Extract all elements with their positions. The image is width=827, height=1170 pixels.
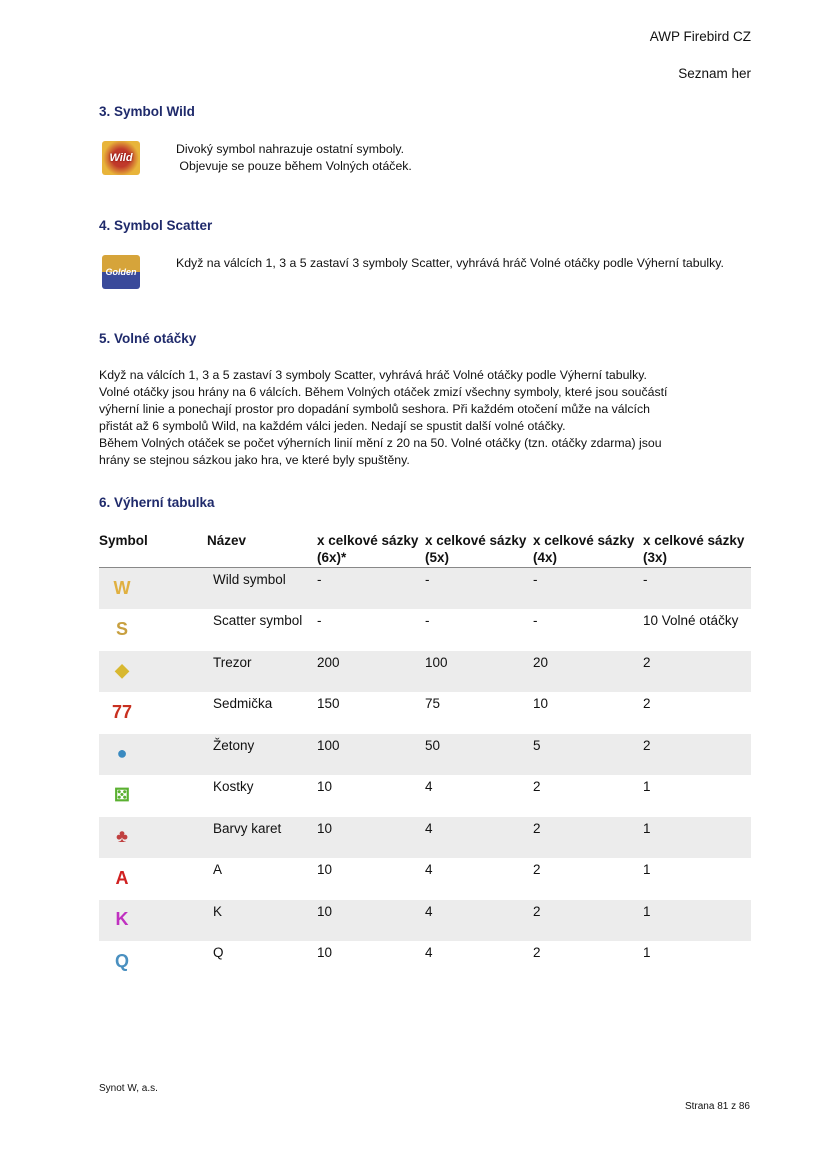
chips-icon: ● xyxy=(116,743,128,763)
payout-value: 200 xyxy=(317,651,425,693)
section-4-heading: 4. Symbol Scatter xyxy=(99,218,213,233)
payout-value: 4 xyxy=(425,862,433,877)
payout-value: 2 xyxy=(533,779,541,794)
payout-value: 10 xyxy=(317,945,333,960)
payout-value: 1 xyxy=(643,862,651,877)
header-title: AWP Firebird CZ xyxy=(649,29,751,44)
payout-value: 1 xyxy=(643,900,751,942)
payout-value: 4 xyxy=(425,945,433,960)
text-line: hrány se stejnou sázkou jako hra, ve které byly spuštěny. xyxy=(99,453,410,467)
payout-value: 10 xyxy=(317,900,425,942)
payout-value: 2 xyxy=(643,734,751,776)
scatter-section-body xyxy=(99,255,751,289)
table-row xyxy=(99,734,751,776)
wild-description xyxy=(176,141,751,175)
table-row xyxy=(99,858,751,900)
payout-value: 20 xyxy=(533,651,643,693)
card-suits-icon: ♣ xyxy=(116,826,128,846)
scatter-description: Když na válcích 1, 3 a 5 zastaví 3 symboly Scatter, vyhrává hráč Volné otáčky podle Výherní tabulky. xyxy=(176,256,724,270)
symbol-name: Žetony xyxy=(207,734,317,776)
payout-value: 2 xyxy=(533,900,643,942)
table-row xyxy=(99,775,751,817)
table-header-row xyxy=(99,530,751,568)
safe-icon: ◆ xyxy=(115,660,129,680)
footer-company: Synot W, a.s. xyxy=(99,1083,158,1094)
letter-q-icon: Q xyxy=(114,950,129,971)
column-header: x celkové sázky (3x) xyxy=(643,530,751,568)
payout-value: - xyxy=(425,613,430,628)
symbol-name: A xyxy=(213,862,223,877)
payout-value: 2 xyxy=(643,651,751,693)
table-row xyxy=(99,817,751,859)
wild-section-body xyxy=(99,141,751,175)
payout-value: 75 xyxy=(425,696,441,711)
column-header: Název xyxy=(207,530,317,568)
text-line: Divoký symbol nahrazuje ostatní symboly. xyxy=(176,142,405,156)
symbol-name: Wild symbol xyxy=(207,568,317,610)
payout-value: 5 xyxy=(533,734,643,776)
payout-value: 50 xyxy=(425,734,533,776)
payout-value: - xyxy=(317,613,322,628)
payout-value: 10 xyxy=(533,696,549,711)
payout-value: - xyxy=(533,613,538,628)
document-body xyxy=(99,0,751,983)
payout-value: 4 xyxy=(425,900,533,942)
dice-icon: ⚄ xyxy=(114,784,130,805)
letter-k-icon: K xyxy=(115,909,129,929)
payout-value: 4 xyxy=(425,779,433,794)
column-header: x celkové sázky (4x) xyxy=(533,530,643,568)
payout-value: - xyxy=(533,568,643,610)
scatter-icon: S xyxy=(115,618,128,639)
section-3-heading: 3. Symbol Wild xyxy=(99,104,195,119)
payout-value: - xyxy=(643,568,751,610)
table-row xyxy=(99,609,751,651)
payout-value: 10 xyxy=(317,779,333,794)
payout-value: 10 xyxy=(317,817,425,859)
payout-value: 100 xyxy=(425,651,533,693)
payout-value: 2 xyxy=(533,817,643,859)
table-row xyxy=(99,568,751,610)
header-subtitle: Seznam her xyxy=(678,66,751,81)
payout-value: 4 xyxy=(425,817,533,859)
footer-page-number: Strana 81 z 86 xyxy=(684,1101,750,1112)
table-row xyxy=(99,941,751,983)
payout-value: 1 xyxy=(643,817,751,859)
text-line: Volné otáčky jsou hrány na 6 válcích. Během Volných otáček zmizí všechny symboly, které jsou součástí xyxy=(99,385,668,399)
table-row xyxy=(99,692,751,734)
symbol-name: Scatter symbol xyxy=(213,613,303,628)
wild-icon: W xyxy=(113,577,131,598)
text-line: přistát až 6 symbolů Wild, na každém válci jeden. Nedají se spustit další volné otáčky. xyxy=(99,419,566,433)
payout-value: 1 xyxy=(643,779,651,794)
payout-value: 1 xyxy=(643,945,651,960)
payout-value: 10 Volné otáčky xyxy=(643,613,739,628)
column-header: Symbol xyxy=(99,530,207,568)
sevens-icon: 77 xyxy=(111,701,133,722)
wild-icon: Wild xyxy=(102,141,140,175)
section-5-heading: 5. Volné otáčky xyxy=(99,331,197,346)
text-line: Během Volných otáček se počet výherních linií mění z 20 na 50. Volné otáčky (tzn. otáčky zdarma) jsou xyxy=(99,436,662,450)
table-row xyxy=(99,900,751,942)
section-6-heading: 6. Výherní tabulka xyxy=(99,495,215,510)
free-spins-description xyxy=(99,367,751,469)
text-line: Objevuje se pouze během Volných otáček. xyxy=(176,159,412,173)
column-header: x celkové sázky (6x)* xyxy=(317,530,425,568)
letter-a-icon: A xyxy=(115,867,129,888)
paytable xyxy=(99,530,751,983)
payout-value: 2 xyxy=(533,862,541,877)
scatter-icon: Golden xyxy=(102,255,140,289)
payout-value: 2 xyxy=(643,696,651,711)
text-line: Když na válcích 1, 3 a 5 zastaví 3 symboly Scatter, vyhrává hráč Volné otáčky podle Výherní tabulky. xyxy=(99,368,647,382)
payout-value: 150 xyxy=(317,696,340,711)
payout-value: 100 xyxy=(317,734,425,776)
symbol-name: Trezor xyxy=(207,651,317,693)
table-row xyxy=(99,651,751,693)
payout-value: 2 xyxy=(533,945,541,960)
column-header: x celkové sázky (5x) xyxy=(425,530,533,568)
symbol-name: Barvy karet xyxy=(207,817,317,859)
symbol-name: Kostky xyxy=(213,779,254,794)
payout-value: 10 xyxy=(317,862,333,877)
text-line: výherní linie a ponechají prostor pro dopadání symbolů seshora. Při každém otočení může na válcích xyxy=(99,402,650,416)
payout-value: - xyxy=(317,568,425,610)
payout-value: - xyxy=(425,568,533,610)
symbol-name: Q xyxy=(213,945,224,960)
symbol-name: K xyxy=(207,900,317,942)
symbol-name: Sedmička xyxy=(213,696,273,711)
